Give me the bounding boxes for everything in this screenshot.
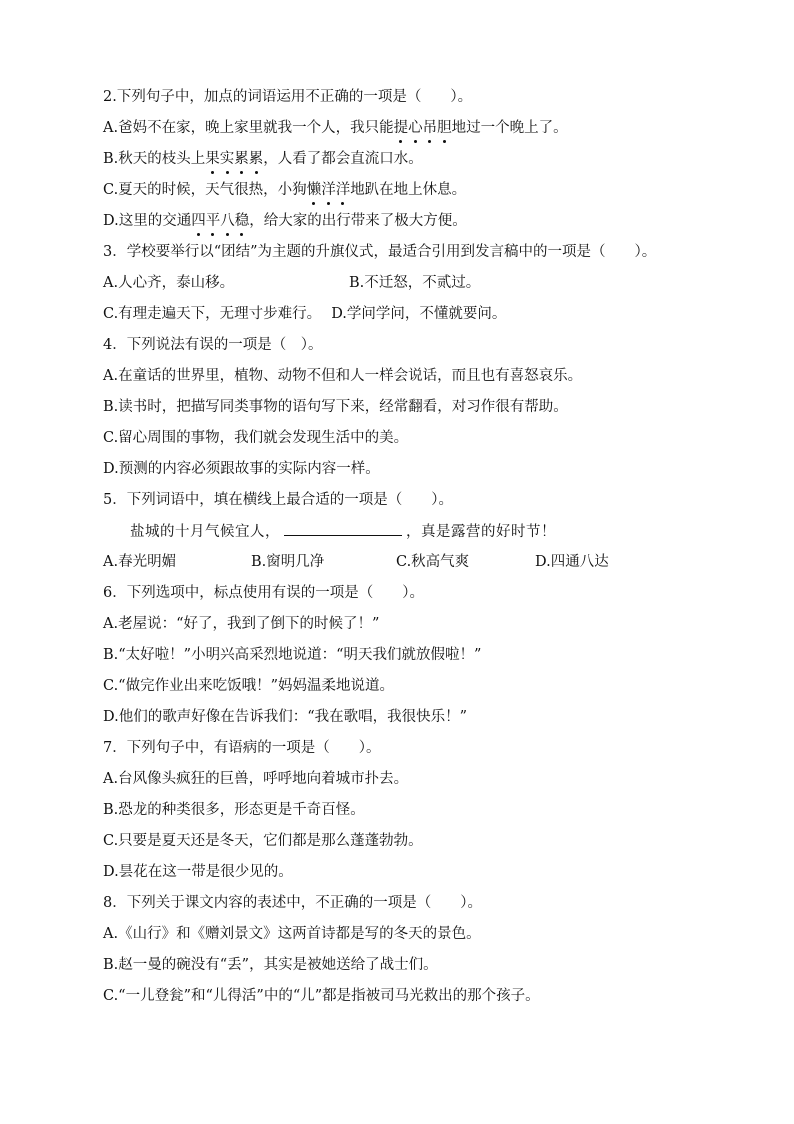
q2-option-c: [103, 180, 466, 200]
q5-option-b: B.窗明几净: [251, 554, 325, 570]
q7-option-a: A.台风像头疯狂的巨兽，呼呼地向着城市扑去。: [103, 771, 409, 787]
q7-stem: 7．下列句子中，有语病的一项是（ ）。: [103, 740, 381, 756]
text: 盐城的十月气候宜人，: [130, 524, 280, 540]
q4-option-a: A.在童话的世界里，植物、动物不但和人一样会说话，而且也有喜怒哀乐。: [103, 368, 583, 384]
dotted-char: 八: [220, 213, 235, 229]
text: 地趴在地上休息。: [350, 182, 467, 198]
q3-stem: 3．学校要举行以“团结”为主题的升旗仪式，最适合引用到发言稿中的一项是（ ）。: [103, 244, 657, 260]
text: D.这里的交通: [103, 213, 192, 229]
dotted-char: 稳: [234, 213, 250, 229]
fill-blank[interactable]: [284, 521, 402, 536]
q8-option-a: A.《山行》和《赠刘景文》这两首诗都是写的冬天的景色。: [103, 926, 481, 942]
q3-option-a: A.人心齐，泰山移。: [103, 275, 235, 291]
dotted-char: 平: [205, 213, 221, 229]
q5-stem: 5．下列词语中，填在横线上最合适的一项是（ ）。: [103, 492, 453, 508]
q6-option-b: B.“太好啦！”小明兴高采烈地说道：“明天我们就放假啦！”: [103, 647, 482, 663]
q5-option-c: C.秋高气爽: [396, 554, 470, 570]
dotted-char: 果: [205, 151, 220, 167]
dotted-char: 洋: [335, 182, 351, 198]
q4-stem: 4．下列说法有误的一项是（ ）。: [103, 337, 323, 353]
q7-option-c: C.只要是夏天还是冬天，它们都是那么蓬蓬勃勃。: [103, 833, 423, 849]
text: A.爸妈不在家，晚上家里就我一个人，我只能: [103, 120, 394, 136]
dotted-char: 吊: [422, 120, 438, 136]
text: ，真是露营的好时节！: [406, 524, 556, 540]
dotted-char: 胆: [437, 120, 452, 136]
dotted-char: 实: [219, 151, 235, 167]
text: C.夏天的时候，天气很热，小狗: [103, 182, 307, 198]
text: 地过一个晚上了。: [451, 120, 568, 136]
q6-option-c: C.“做完作业出来吃饭哦！”妈妈温柔地说道。: [103, 678, 395, 694]
q5-sentence: [130, 521, 556, 542]
q7-option-b: B.恐龙的种类很多，形态更是千奇百怪。: [103, 802, 365, 818]
text: ，给大家的出行带来了极大方便。: [249, 213, 467, 229]
q6-stem: 6．下列选项中，标点使用有误的一项是（ ）。: [103, 585, 424, 601]
q3-option-b: B.不迁怒，不贰过。: [349, 275, 481, 291]
q3-option-d: D.学问学问，不懂就要问。: [331, 306, 507, 322]
dotted-char: 累: [248, 151, 264, 167]
dotted-char: 懒: [306, 182, 322, 198]
q8-option-c: C.“一儿登瓮”和“儿得活”中的“儿”都是指被司马光救出的那个孩子。: [103, 988, 540, 1004]
text: ，人看了都会直流口水。: [263, 151, 423, 167]
q2-option-a: [103, 118, 568, 138]
q5-option-a: A.春光明媚: [103, 554, 177, 570]
q6-option-d: D.他们的歌声好像在告诉我们：“我在歌唱，我很快乐！”: [103, 709, 468, 725]
q8-stem: 8．下列关于课文内容的表述中，不正确的一项是（ ）。: [103, 895, 482, 911]
q6-option-a: A.老屋说：“好了，我到了倒下的时候了！”: [103, 616, 380, 632]
q4-option-b: B.读书时，把描写同类事物的语句写下来，经常翻看，对习作很有帮助。: [103, 399, 568, 415]
q7-option-d: D.昙花在这一带是很少见的。: [103, 864, 293, 880]
q2-option-b: [103, 149, 423, 169]
dotted-char: 洋: [321, 182, 336, 198]
text: B.秋天的枝头上: [103, 151, 206, 167]
dotted-char: 累: [234, 151, 249, 167]
q3-option-c: C.有理走遍天下，无理寸步难行。: [103, 306, 322, 322]
q2-option-d: [103, 211, 467, 231]
q4-option-d: D.预测的内容必须跟故事的实际内容一样。: [103, 461, 380, 477]
dotted-char: 四: [191, 213, 206, 229]
q3-options-row2: [103, 304, 506, 324]
q2-stem: 2.下列句子中，加点的词语运用不正确的一项是（ ）。: [103, 89, 473, 105]
q8-option-b: B.赵一曼的碗没有“丢”，其实是被她送给了战士们。: [103, 957, 438, 973]
dotted-char: 心: [408, 120, 423, 136]
q4-option-c: C.留心周围的事物，我们就会发现生活中的美。: [103, 430, 409, 446]
q5-option-d: D.四通八达: [535, 554, 609, 570]
dotted-char: 提: [393, 120, 409, 136]
